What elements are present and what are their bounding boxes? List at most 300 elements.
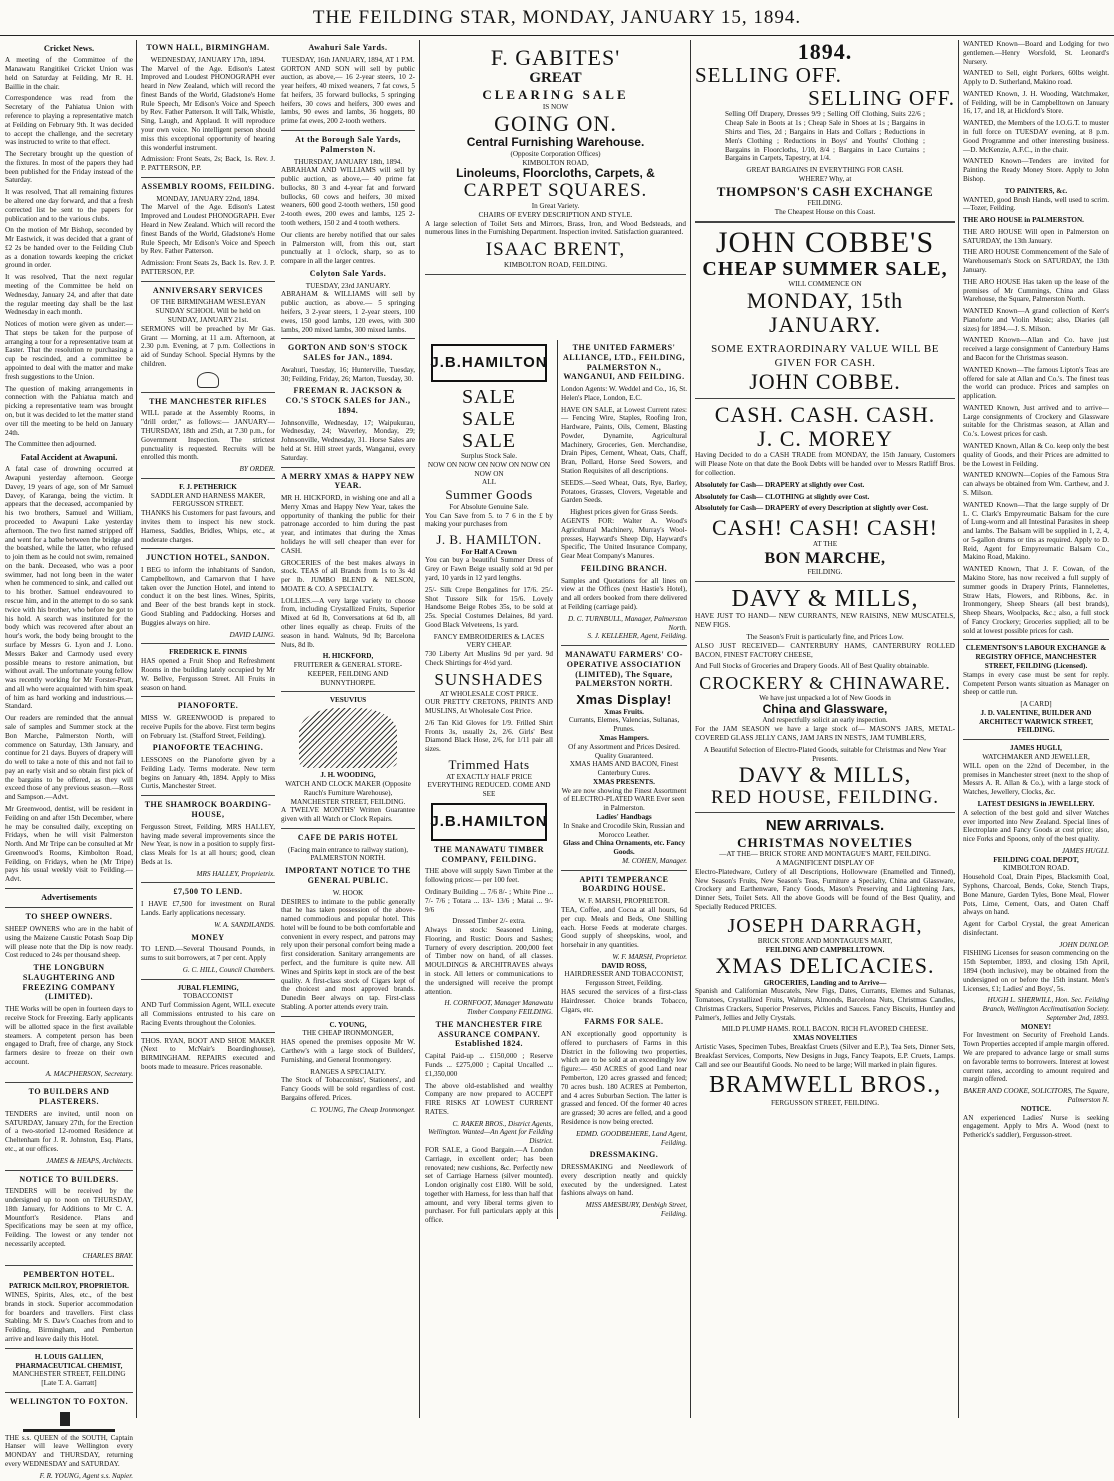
ad-text: The above old-established and wealthy Company are now prepared to ACCEPT FIRE RISKS AT LOWEST CURRENT RATES. [425,1081,553,1116]
ad-text: Agent for Carbol Crystal, the great American disinfectant. [963,920,1109,937]
china-heading: China and Glassware, [762,701,888,716]
cricket-text: The Secretary brought up the question of the fixtures. In most of the papers they had been published for the Friday instead of the Saturday. [5,150,133,185]
ad-text: THOS. RYAN, BOOT AND SHOE MAKER (Next to McNair's Boardinghouse), BIRMINGHAM. REPAIRS executed and boots made to measure. Prices reasonable. [141,1036,275,1071]
ad-text: FISHING Licenses for season commencing on the 15th September, 1893, and closing 15th April, 1894 (both inclusive), may be obtained from the undersigned on or before the 15th instant. Men's Licenses, £1; Ladies' and Boys', 5s. [963,949,1109,993]
cricket-heading: Cricket News. [43,44,95,53]
ad-text: HAVE JUST TO HAND— NEW CURRANTS, NEW RAISINS, NEW MUSCATELS, NEW FIGS. [695,612,955,630]
column-2 [138,40,418,1418]
sale-word: SALE [462,386,516,408]
ad-heading: MONEY! [1021,1022,1051,1031]
ad-signature: JAMES HUGLI. [1061,846,1109,855]
ad-signature: W. A. SANDILANDS. [214,920,275,929]
ad-address: KIMBOLTON ROAD, [522,158,589,167]
ad-text: AN experienced Ladies' Nurse is seeking engagement. Apply to Mrs A. Wood (next to Petherick's saddler), Fergusson-street. [963,1113,1109,1140]
ad-text: Awahuri, Tuesday, 16; Hunterville, Tuesday, 30; Feilding, Friday, 26; Marton, Tuesday, 30. [281,365,415,383]
volcano-engraving [299,708,397,768]
ad-note: And respectfully solicit an early inspection. [762,716,888,725]
wanted-ad: WANTED Known—That the large supply of Dr L. C. Clark's Empyreumatic Balsam for the cure of Lung-worm and all Intestinal Parasites in sheep and lambs. The Balsam will be supplied in 1, 2, 4, or 5-gallon drums or tins as required. Apply to D. Reid, Agent for Empyreumatic Balsam Co., Makino Road, Makino. [963,500,1109,562]
ad-text: I BEG to inform the inhabitants of Sandon, Campbelltown, and Carnarvon that I have taken over the Junction Hotel, and intend to conduct it on the best lines. Wines, Spirits, and Beer of the best brands kept in stock. Good Stabling and Paddocking. Horses and Buggies always on hire. [141,566,275,627]
divider [5,888,133,889]
ad-text: Absolutely for Cash— DRAPERY at slightly over Cost. [695,480,865,489]
ad-text: Stamps in every case must be sent for reply. Competent Person wants situation as Manager on sheep or cattle run. [963,670,1109,697]
ad-subheading: GROCERIES, Landing and to Arrive— [763,978,887,987]
ad-name: J. H. WOODING, [320,771,376,780]
column-rule [690,40,691,1418]
hamilton-ad [425,340,553,1228]
ad-name: JAMES HUGLI, [1010,744,1062,753]
ad-address: KIMBOLTON ROAD. [1002,864,1070,873]
ad-date: TUESDAY, 16th JANUARY, 1894, AT 1 P.M. [281,55,415,64]
engraving-caption: VESUVIUS [329,696,367,705]
ad-note: [A CARD] [1020,700,1052,709]
divider [5,907,133,908]
divider [281,467,415,468]
aro-ad: THE ARO HOUSE Will open in Palmerston on SATURDAY, the 13th January. [963,227,1109,245]
ad-text: ALSO JUST RECEIVED— CANTERBURY HAMS, CANTERBURY ROLLED BACON, FINEST FACTORY CHEESE, [695,641,955,659]
ad-subheading: Xmas Hampers. [599,734,649,742]
divider [5,1265,133,1266]
wanted-ad: WANTED Known—A grand collection of Kerr's Pianoforte and Violin Music; also, Diaries (all sizes) for 1894.—J. S. Milson. [963,307,1109,333]
ad-text: LOLLIES.—A very large variety to choose from, including Crystallized Fruits, Superior Mixed at 6d lb, Conversations at 6d lb, all other lines equally as cheap. Fruits of the season in hand. Walnuts, 9d lb; Barcelona Nuts, 8d lb. [281,596,415,649]
wanted-ad: WANTED, the Members of the I.O.G.T. to muster in full force on TUESDAY evening, at 8 p.m. Good Programme and other interesting business.—D. McKenzie, A.F.C., in the chair. [963,119,1109,154]
selling-off-1: SELLING OFF. [695,63,842,88]
ad-text: Always in stock: Seasoned Lining, Flooring, and Rustic: Doors and Sashes; Turnery of every description. 200,000 feet of Timber now on hand, of all classes. MOULDINGS & ARCHITRAVES always in stock. All letters or communications to the undersigned will receive the prompt attention. [425,926,553,996]
ad-text: TENDERS will be received by the undersigned up to noon on THURSDAY, 18th January, for Additions to Mr C. A. Mountfort's Residence. Plans and Specifications may be seen at my office, Feilding. The lowest or any tender not necessarily accepted. [5,1187,133,1249]
cricket-text: It was resolved, That all remaining fixtures be altered one day forward, and that a fresh corrected list be sent to the papers for publication and to the various clubs. [5,188,133,223]
cobbe-summer-sale: CHEAP SUMMER SALE, [702,258,948,281]
ad-trade: WATCH AND CLOCK MAKER (Opposite Rauch's Furniture Warehouse), MANCHESTER STREET, FEILDING. [285,780,411,806]
ad-signature: JOHN DUNLOP. [1059,940,1109,949]
sunshades: SUNSHADES [434,669,544,689]
ad-text: SHEEP OWNERS who are in the habit of using the Maizene Caustic Potash Soap Dip will please note that the Dip is now ready. Cost reduced to 24s per thousand sheep. [5,925,133,960]
ad-text: Johnsonville, Wednesday, 17; Waipukurau, Wednesday, 24; Waverley, Monday, 29; Johnsonville, Wednesday, 31. Horse Sales are held at St. Hill street yards, Wanganui, every Saturday. [281,418,415,462]
ad-text: Absolutely for Cash— CLOTHING at slightly over Cost. [695,492,870,501]
darragh-name: JOSEPH DARRAGH, [727,914,923,937]
ad-heading: MANAWATU FARMERS' CO-OPERATIVE ASSOCIATION (LIMITED), The Square, PALMERSTON NORTH. [565,650,683,689]
ad-heading: FEILDING BRANCH. [580,563,668,573]
ad-text: HAS secured the services of a first-class Hairdresser. Choice brands Tobacco, Cigars, etc. [561,988,687,1014]
ad-heading: PIANOFORTE. [177,701,239,711]
ad-heading: £7,500 TO LEND. [173,887,243,897]
ad-signature: BY ORDER. [239,465,275,474]
ad-signature: M. COHEN, Manager. [622,856,687,865]
divider [141,795,275,796]
divider [141,643,275,644]
ad-heading: FREEMAN R. JACKSON & CO.'S STOCK SALES for JAN., 1894. [285,386,411,415]
ad-text: We are now showing the Finest Assortment of ELECTRO-PLATED WARE Ever seen in Palmerston. [561,786,687,813]
ad-text: DRESSMAKING and Needlework of every description neatly and quickly executed by the undersigned. Latest fashions always on hand. [561,1163,687,1198]
ad-signature: D. C. TURNBULL, Manager, Palmerston North. [568,614,687,632]
ad-name: JUBAL FLEMING, [177,983,239,992]
ad-address: FEILDING AND CAMPBELLTOWN. [765,945,885,954]
surplus-label: Surplus Stock Sale. [460,452,518,460]
ad-signature: MRS HALLEY, Proprietrix. [196,869,275,878]
ad-note: ALL [482,478,496,487]
ad-name: FREDERICK E. FINNIS [169,648,247,657]
divider [141,392,275,393]
summer-goods: Summer Goods [445,487,533,503]
gabites-great: GREAT [529,70,582,87]
red-house: RED HOUSE, FEILDING. [711,786,939,808]
divider [281,828,415,829]
ad-note: For Absolute Genuine Sale. [449,502,529,511]
xmas-display: Xmas Display! [576,692,672,708]
accident-text: A fatal case of drowning occurred at Awapuni yesterday afternoon. George Davey, 19 years of age, son of Mr Samuel Davey, of Karanga, being the victim. It appears that the deceased, accompanied by his two brothers, Samuel and William, proceeded to Awapuni Lake yesterday afternoon. The two first named stripped off and went for a bathe between the bridge and the boatshed, while the latter, who refused to join them as he could not swim, remained on the bank. Deceased, who was a poor swimmer, had not long been in the water when he commenced to sink, and called out to his brother. Samuel endeavoured to rescue him, and in the attempt to do so sank twice with his brother, who before he got to his hold. A search was instituted for the body which was recovered after about an hour's work, the body being brought to the surface by Messrs G. Lyon and J. Lono. Messrs Baker and Carmody used every possible means to restore animation, but without avail. The unfortunate young fellow was recently working for Mr Forster-Pratt, and all who were acquainted with him speak of him as hard working and industrious.—Standard. [5,465,133,711]
divider [5,1170,133,1171]
ad-note: Highest prices given for Grass Seeds. [570,508,678,517]
crockery-heading: CROCKERY & CHINAWARE. [699,673,951,694]
wanted-ad: WANTED, good Brush Hands, well used to scrim.—Tozer, Feilding. [963,195,1109,213]
ad-signature: S. J. KELLEHER, Agent, Feilding. [587,632,687,641]
ad-trade: THE CHEAP IRONMONGER, [302,1029,394,1038]
ad-text: For Investment on Security of Freehold Lands. Town Properties accepted if ample margin offered. We are prepared to advance large or small sums on favorable terms to borrowers. Interest at lowest current rates, according to amount required and margin offered. [963,1031,1109,1084]
cricket-text: On the motion of Mr Bishop, seconded by Mr Eastwick, it was decided that a grant of £2 2s be handed over to the Feilding Club as a donation towards keeping the cricket ground in order. [5,226,133,270]
ad-heading: IMPORTANT NOTICE TO THE GENERAL PUBLIC. [285,866,411,885]
ad-text: MISS W. GREENWOOD is prepared to receive Pupils for the above. First term begins on February 1st. (Stafford Street, Feilding). [141,714,275,740]
ad-note: EVERYTHING REDUCED. COME AND SEE [427,781,551,799]
sale-word: SALE [462,408,516,430]
ad-name: PATRICK McILROY, PROPRIETOR. [9,1282,129,1291]
wanted-ad: WANTED Known, Allan & Co. keep only the best quality of Goods, and their Prices are admitted to be the Lowest in Feilding. [963,442,1109,468]
ad-text: OUR PRETTY CRETONS, PRINTS AND MUSLINS, At Wholesale Cost Price. [425,698,553,716]
ad-name: H. LOUIS GALLIEN, PHARMACEUTICAL CHEMIST, [15,1352,123,1370]
ad-date: WEDNESDAY, JANUARY 17th, 1894. [150,55,266,64]
crown-label: For Half A Crown [461,547,517,556]
ad-text: Capital Paid-up ... £150,000 ; Reserve Funds ... £275,000 ; Capital Uncalled ... £1,350,000 [425,1052,553,1078]
ad-text: Ordinary Building ... 7/6 8/- ; White Pine ... 7/- 7/6 ; Totara ... 13/- 13/6 ; Matai ... 9/- 9/6 [425,887,553,914]
divider [281,1016,415,1017]
ad-heading: Awahuri Sale Yards. [308,43,388,52]
wanted-ad: WANTED to Sell, eight Porkers, 60lbs weight. Apply to D. Sutherland, Makino road. [963,69,1109,87]
ad-subheading: XMAS PRESENTS. [593,777,655,786]
notes-text: Our readers are reminded that the annual sale of samples and Summer stock at the Bon Marche, Palmerston North, will commence on Saturday, 13th January, and continue for 21 days. Buyers of drapery will do well to take a note of this and not fail to pay an early visit and so obtain first pick of the bargains to be offered, as they will exceed those of any previous season.—Ross and Sampson.—Advt. [5,714,133,802]
masthead [0,0,1114,36]
ad-text: HAS opened a Fruit Shop and Refreshment Rooms in the building lately occupied by Mr W. Bellve, Fergusson Street. All Fruits in season on hand. [141,657,275,692]
year-heading: 1894. [797,39,853,64]
cricket-text: Correspondence was read from the Secretary of the Pahiatua Union with reference to playing a representative match at Feilding on February 9th. It was decided to accept the challenge, and the secretary was instructed to write to that effect. [5,94,133,147]
ad-text: THE s.s. QUEEN of the SOUTH, Captain Hanser will leave Wellington every MONDAY and THURSDAY, returning every WEDNESDAY and SATURDAY. [5,1433,133,1469]
column-rule [958,40,959,1418]
ad-note: Dressed Timber 2/- extra. [452,917,526,926]
ad-signature: C. RAKER BROS., District Agents, Wellington. Wanted—An Agent for Feilding District. [428,1119,553,1146]
wanted-ad: WANTED Known—The famous Lipton's Teas are offered for sale at Allan and Co.'s. The finest teas the world can produce. Prices and samples on application. [963,365,1109,401]
ad-text: A Beautiful Selection of Electro-Plated Goods, suitable for Christmas and New Year Presents. [703,745,947,763]
column-4 [692,40,958,1418]
ad-text: London Agents: W. Weddel and Co., 16, St. Helen's Place, London, E.C. [561,385,687,402]
ad-text: Having Decided to do a CASH TRADE from MONDAY, the 15th January, Customers will Please Note on that date the Book Debts will be handed over to Messrs Ratliff Bros. for collection. [695,451,955,477]
ad-text: WINES, Spirits, Ales, etc., of the best brands in stock. Superior accommodation for boarders and travellers. First class Stabling. Mr S. Daw's Coaches from and to Feilding, Birmingham, and Pemberton arrive and leave daily this Hotel. [5,1291,133,1344]
ad-text: You Can Save from 5. to 7 6 in the £ by making your purchases from [425,511,553,529]
cobbe-extra: SOME EXTRAORDINARY VALUE WILL BE GIVEN FOR CASH. [711,343,939,369]
ad-text: TO LEND.—Several Thousand Pounds, in sums to suit borrowers, at 7 per cent. Apply [141,945,275,963]
cobbe-date: MONDAY, 15th JANUARY. [746,288,904,338]
ad-signature: A. MACPHERSON, Secretary. [45,1069,133,1078]
selling-list: Selling Off Drapery, Dresses 9/9 ; Selling Off Clothing, Suits 22/6 ; Cheap Sale in Boots at 1s ; Cheap Sale in Shoes at 1s ; Bargains in Shirts and Ties, 2d ; Bargains in Hats and Collars ; Reductions in Men's Clothing ; Reductions in Boys' and Youths' Clothing ; Bargains in Floorcloths, 1/10, 8/4 ; Bargains in Lace Curtains ; Bargains in Carpets, Tapestry, at 1/4. [725,110,925,163]
ad-text: For the JAM SEASON we have a large stock of— MASON'S JARS, METAL-COVERED GLASS JELLY CANS, JAM JARS IN NESTS, JAM TUMBLERS, [695,725,955,743]
ad-text: Samples and Quotations for all lines on view at the Offices (next Hastie's Hotel), and all orders booked from there delivered at Feilding (carriage paid). [561,576,687,611]
hamilton-name: J. B. HAMILTON. [436,532,542,548]
ad-signature: H. CORNFOOT, Manager Manawatu Timber Company FEILDING. [444,999,553,1017]
lino-heading: Linoleums, Floorcloths, Carpets, & [456,166,655,181]
ad-heading: CLEMENTSON'S LABOUR EXCHANGE & REGISTRY OFFICE, MANCHESTER STREET, FEILDING (Licensed). [965,644,1107,670]
ad-text: DESIRES to intimate to the public generally that he has taken possession of the above-named commodious and popular hotel. This hotel will be found to be both comfortable and convenient in every respect, and patrons may rely upon their personal comfort being made a first consideration. Sanitary arrangements are perfect, and the furniture is quite new. All Wines and Spirits kept in stock are of the best quality. A first-class stock of Cigars kept of the choicest and most approved brands. Dunedin Beer always on tap. First-class Stabling. A porter attends every train. [281,897,415,1011]
ad-text: 2/6 Tan Kid Gloves for 1/9. Frilled Shirt Fronts 3s, usually 2s, 2/6. Girls' Best Diamond Black Hose, 2/6, for 1/11 pair all sizes. [425,718,553,754]
divider [141,979,275,980]
ad-signature: BAKER AND COOKE, SOLICITORS, The Square, Palmerston N. [963,1087,1109,1104]
ad-heading: ANNIVERSARY SERVICES [152,285,264,295]
ad-name: W. F. MARSH, PROPRIETOR. [578,897,670,906]
divider [695,581,955,582]
ad-trade: HAIRDRESSER AND TOBACCONIST, Fergusson Street, Feilding. [564,970,684,988]
ad-heading: JUNCTION HOTEL, SANDON. [146,553,270,563]
ad-heading: TO SHEEP OWNERS. [25,912,113,922]
cricket-text: It was resolved, That the next regular meeting of the Committee be held on Wednesday, January 24, and after that date the regular meeting day shall be the last Wednesday in each month. [5,273,133,317]
divider [141,281,275,282]
ad-text: ABRAHAM & WILLIAMS will sell by public auction, as above.— 5 springing heifers, 3 2-year steers, 1 2-year steers, 100 ewes, 150 good lambs, 120 ewes, with 300 lambs, 200 mixed lambs, 300 mixed lambs. [281,290,415,334]
ad-heading: THE MANAWATU TIMBER COMPANY, FEILDING. [433,844,545,864]
ad-text: You can buy a beautiful Summer Dress of Grey or Fawn Beige usually sold at 9d per yard, 10 yards in 12 yard lengths. [425,556,553,582]
ad-heading: APITI TEMPERANCE BOARDING HOUSE. [579,874,669,894]
ad-text: FOR SALE, a Good Bargain.—A London Carriage, in excellent order; has been renovated; new cushions, &c. Perfectly new set of Carriage Harness (silver mounted). London originally cost £180. Will be sold, together with Harness, for less than half that amount, and very liberal terms given to purchaser. For full particulars apply at this office. [425,1145,553,1225]
cash-heading: CASH. CASH. CASH. [714,402,936,427]
column-1 [2,40,136,1480]
ad-note: In Great Variety. [531,202,580,211]
davy-name: DAVY & MILLS, [731,586,919,612]
ad-text: LESSONS on the Pianoforte given by a Feilding Lady. Terms moderate. New term begins on January 4th, 1894. Apply to Miss Curtis, Manchester Street. [141,756,275,791]
ad-text: WILL open on the 22nd of December, in the premises in Manchester street (next to the shop of Messrs A. R. Allan & Co.), with a large stock of Watches, Jewellery, Clocks, &c. [963,761,1109,797]
ad-heading: NOTICE. [1020,1104,1052,1113]
hamilton-logo: J.B.HAMILTON [431,344,547,382]
ad-heading: TO BUILDERS AND PLASTERERS. [28,1087,110,1107]
ad-text: OF THE BIRMINGHAM WESLEYAN SUNDAY SCHOOL Will be held on SUNDAY, JANUARY 21st. [150,298,266,324]
gabites-clearing: CLEARING SALE [482,87,629,103]
ad-note: AT WHOLESALE COST PRICE. [439,689,539,698]
ad-trade: WATCHMAKER AND JEWELLER, [982,753,1090,762]
ad-text: Spanish and Californian Muscatels, New Figs, Dates, Currants, Elemes and Sultanas, Tomatoes, Crystallized Fruits, Walnuts, Almonds, Barcelona Nuts, Christmas Candles, Christmas Crackers, Superior Preserves, Pickles and Sauces. Fancy Biscuits, Huntley and Palmer's, Jellies and Jelly Crystals. [695,987,955,1022]
ad-trade: TOBACCONIST [182,992,234,1001]
accident-heading: Fatal Accident at Awapuni. [20,453,118,463]
ad-heading: THE MANCHESTER RIFLES [149,396,267,406]
ad-text: Fergusson Street, Feilding. MRS HALLEY, having made several improvements since the New Year, is now in a position to supply first-class Meals for 1s at all hours; good, clean Beds at 1s. [141,822,275,866]
ad-text: THE above will supply Sawn Timber at the following prices:— per 100 feet. [425,867,553,885]
ad-name: C. YOUNG, [329,1020,367,1029]
ad-heading: THE UNITED FARMERS' ALLIANCE, LTD., FEILDING, PALMERSTON N., WANGANUI, AND FEILDING. [562,343,685,382]
new-arrivals: NEW ARRIVALS. [765,817,885,835]
ad-signature: CHARLES BRAY. [82,1251,133,1260]
nowon-label: NOW ON NOW ON NOW ON NOW ON NOW ON [427,460,551,478]
ad-address: FEILDING. [807,568,843,577]
central-heading: Central Furnishing Warehouse. [466,135,645,149]
ad-trade: SADDLER AND HARNESS MAKER, FERGUSSON STREET. [150,491,266,509]
ad-heading: THE SHAMROCK BOARDING-HOUSE, [144,800,272,819]
ad-heading: TOWN HALL, BIRMINGHAM. [146,43,270,52]
ad-name: W. HOOK [332,888,364,897]
hamilton-logo: J.B.HAMILTON [431,803,547,841]
ad-heading: DRESSMAKING. [589,1150,659,1160]
ad-heading: CAFE DE PARIS HOTEL [297,832,399,842]
steamer-illustration [23,1410,115,1432]
divider [695,812,955,813]
aro-ad: THE ARO HOUSE Has taken up the lease of the premises of Mr Cummings, China and Glass Warehouse, the Square, Palmerston North. [963,277,1109,304]
ad-text: SEEDS.—Seed Wheat, Oats, Rye, Barley, Potatoes, Grasses, Clovers, Vegetable and Garden Seeds. [561,478,687,505]
ad-note: AT THE [812,540,838,549]
ad-address: FERGUSSON STREET, FEILDING. [770,1098,880,1107]
masthead-title: THE FEILDING STAR, MONDAY, JANUARY 15, 1894. [312,7,802,28]
wanted-ad: WANTED Known—Allan and Co. have just received a large consignment of Canterbury Hams and Bacon for the Christmas season. [963,336,1109,362]
notes-text: Mr Greenwood, dentist, will be resident in Feilding on and after 15th December, where he may be consulted daily, excepting on Fridays, when he will visit Palmerston North. And Mr Tripe can be consulted at Mr Greenwood's Rooms, Kimbolton Road, Feilding, on Fridays, when he (Mr Tripe) pays his usual weekly visit to Feilding.—Advt. [5,805,133,884]
cricket-text: The Committee then adjourned. [5,440,97,449]
ad-text: In Snake and Crocodile Skin, Russian and Morocco Leather. [563,821,685,839]
ad-text: GROCERIES of the best makes always in stock. TEAS of all Brands from 1s to 3s 4d per lb. JUMBO BLEND & NELSON, MOATE & CO. A SPECIALTY. [281,558,415,593]
trimmed-hats: Trimmed Hats [448,756,530,772]
ad-heading: PEMBERTON HOTEL. [23,1269,115,1279]
ad-text: ABRAHAM AND WILLIAMS will sell by public auction, as above,— 40 prime fat bullocks, 80 3 and 4-year fat and forward bullocks, 60 cows and heifers, 30 mixed weaners, 600 good 2-tooth wethers, 150 good 2-tooth ewes, 200 ewes and lambs, 125 2-tooth wethers, 150 2 and 4 tooth wethers. [281,166,415,227]
column-3 [422,40,689,1418]
ad-note: CHAIRS OF EVERY DESCRIPTION AND STYLE. [478,210,633,219]
ad-note: [Late T. A. Garratt] [41,1379,97,1388]
squares-heading: CARPET SQUARES. [463,180,648,202]
ad-subheading: Xmas Fruits. [604,707,644,716]
divider [695,398,955,399]
xmas-delicacies: XMAS DELICACIES. [715,953,935,979]
ad-text: A selection of the best gold and silver Watches ever imported into New Zealand. Special lines of Electroplate and Fancy Goods at cost price; also, nice Forks and Spoons, only of the best quality. [963,808,1109,844]
ad-heading: THE LONGBURN SLAUGHTERING AND FREEZING COMPANY (LIMITED). [22,963,116,1002]
ad-signature: W. F. MARSH, Proprietor. [612,952,687,961]
divider [281,130,415,131]
ad-address: BRICK STORE AND MONTAGUE'S MART, [757,936,893,945]
ad-heading: TO PAINTERS, &c. [1004,186,1068,195]
ad-text: Electro-Platedware, Cutlery of all Descriptions, Hollowware (Enamelled and Tinned), New Season's Fruits, New Season's Teas, Furniture a Specialty, China and Glassware, Crockery and Earthenware, Fancy Goods, Mason's Preserving and Lightening Jars, Dinner Sets, Toilet Sets. All the above Goods will be found of the Best Quality, and Specially Reduced PRICES. [695,867,955,911]
column-2a [138,40,278,1075]
ad-text: HAS opened the premises opposite Mr W. Carthew's with a large stock of Builders', Furnishing, and General Ironmongery. [281,1038,415,1064]
ad-text: Glass and China Ornaments, etc. Fancy Goods. [563,839,685,857]
column-rule [419,40,420,1418]
ad-signature: DAVID LAING. [229,630,275,639]
davy-name-2: DAVY & MILLS, [738,762,912,788]
ad-signature: HUGH L. SHERWILL, Hon. Sec. Feilding Branch, Wellington Acclimatisation Society. September 2nd, 1893. [982,996,1109,1022]
divider [281,338,415,339]
ad-text: The Marvel of the Age. Edison's Latest Improved and Loudest PHONOGRAPH ever heard in New Zealand, which will record the finest Bands of the World, Gladstone's Home Rule Speech, Mr Edison's Voice and Speech by Rev. Father Patterson. It will Talk, Whistle, Sing, Laugh, and Applaud. It will reproduce your own voice. No intelligent person should miss this exceptional opportunity of hearing this wonderful instrument. [141,64,275,152]
ad-text: And Full Stocks of Groceries and Drapery Goods. All of Best Quality obtainable. [695,662,929,671]
divider [141,1032,275,1033]
aro-ad: THE ARO HOUSE Commencement of the Sale of Warehouseman's Stock on SATURDAY, the 13th January. [963,248,1109,274]
ad-heading: THE MANCHESTER FIRE ASSURANCE COMPANY. Established 1824. [435,1019,543,1049]
ad-note: WILL COMMENCE ON [788,280,862,289]
brent-name: ISAAC BRENT, [485,239,626,261]
ad-note: FANCY EMBROIDERIES & LACES VERY CHEAP. [433,632,545,650]
ad-text: AGENTS FOR: Walter A. Wood's Agricultural Machinery, Murray's Wool-presses, Hayward's Sheep Dip, Hayward's Specific, The United Insurance Company, Gear Meat Company's Manures. [561,516,687,561]
ad-signature: F. R. YOUNG, Agent s.s. Napier. [39,1471,133,1480]
bonmarche-name: BON MARCHE, [764,550,886,568]
ad-text: AND Turf Commission Agent, WILL execute all Commissions entrusted to his care on Racing Events throughout the Colonies. [141,1001,275,1027]
ad-note: —AT THE— BRICK STORE AND MONTAGUE'S MART, FEILDING. [719,850,931,859]
ad-note: GREAT BARGAINS IN EVERYTHING FOR CASH. [746,166,904,175]
ad-signature: G. C. HILL, Council Chambers. [182,965,275,974]
divider [141,177,275,178]
column-3b [557,340,687,1219]
cricket-text: The question of making arrangements in connection with the Pahiatua match and picking a representative team was brought on, but it was decided to let the matter stand over till the meeting to be held on January 24th. [5,384,133,437]
divider [141,882,275,883]
cricket-text: Notices of motion were given as under:—That steps be taken for the purpose of arranging a tour for a representative team at Easter. That the resolution re purchasing a cup be rescinded, and a committee be appointed to deal with the matter and make fresh suggestions to the Union. [5,320,133,381]
ad-heading: MONEY [191,932,225,942]
ad-note: A MAGNIFICENT DISPLAY OF [775,859,875,868]
ad-text: GORTON AND SON will sell by public auction, as above,— 16 2-year steers, 10 2-year heifers, 40 mixed weaners, 7 fat cows, 5 fat heifers, 35 forward bullocks, 5 springing heifers, 30 cows and heifers, 300 ewes and lambs, 90 ewes and lambs, 36 hoggets, 80 prime fat ewes, 200 2-tooth wethers. [281,64,415,126]
ad-heading: WELLINGTON TO FOXTON. [9,1396,129,1406]
wanted-ad: WANTED Known, Just arrived and to arrive—Large consignments of Crockery and Glassware suitable for the Christmas season, at Allan and Co.'s. Lowest prices for cash. [963,403,1109,439]
ad-text: Household Coal, Drain Pipes, Blacksmith Coal, Syphons, Charcoal, Bends, Coke, Stench Traps, Bone Manure, Garden Tyles, Bone Meal, Flower Pots, Lime, Cement, Oats, and Oaten Chaff always on hand. [963,873,1109,917]
morey-name: J. C. MOREY [757,426,893,452]
ad-subheading: XMAS NOVELTIES [792,1034,858,1043]
thompson-name: THOMPSON'S CASH EXCHANGE [716,183,934,199]
ad-text: The Stock of Tobacconists', Stationers', and Fancy Goods will be sold regardless of cost. Bargains offered. Prices. [281,1076,415,1102]
ad-text: Our clients are hereby notified that our sales in Palmerston will, from this out, start punctually at 1 o'clock, sharp, so as to compare in all the larger centres. [281,230,415,266]
wanted-ad: WANTED Known, That J. F. Cowan, of the Makino Store, has now received a full supply of summer goods in Drapery Prints, Flannelettes, Straw Hats, Flowers, and Ribbons, &c. in Ironmongery, Sheep Shears (all best brands), Sheep Shears, Woolpacks, &c.; also, a full stock of Fancy Crockery; Groceries supplied; all to be sold at lowest possible prices for cash. [963,565,1109,635]
ad-note: WHERE? Why, at [798,174,852,183]
ad-signature: MISS AMESBURY, Denbigh Street, Feilding. [585,1201,687,1218]
aro-ad: THE ARO HOUSE in PALMERSTON. [963,216,1084,225]
divider [695,221,955,223]
advertisements-heading: Advertisements [41,893,97,903]
ad-name: DAVID ROSS, [601,961,647,970]
ad-trade: FRUITERER & GENERAL STORE-KEEPER, FEILDING AND BUNNYTHORPE. [293,661,403,687]
ad-text: Absolutely for Cash— DRAPERY of every Description at slightly over Cost. [695,504,928,513]
ad-text: MR H. HICKFORD, in wishing one and all a Merry Xmas and Happy New Year, takes the opportunity of thanking the public for their patronage accorded to him during the past year, and intimates that during the Xmas holidays he will sell cheaper than ever for CASH. [281,494,415,555]
ad-text: Admission: Front Seats, 2s; Back, 1s. Rev. J. P. PATTERSON, P.P. [141,155,275,173]
divider [5,1082,133,1083]
ad-heading: Colyton Sale Yards. [309,268,387,278]
ad-heading: At the Borough Sale Yards, Palmerston N. [295,135,401,154]
ad-text: SERMONS will be preached by Mr Gas. Grant — Morning, at 11 a.m. Afternoon, at 2.30 p.m. Evening, at 7 p.m. Collections in aid of Sunday School. Special Hymns by the children. [141,324,275,368]
ad-text: Artistic Vases, Specimen Tubes, Breakfast Cruets (Silver and E.P.), Tea Sets, Dinner Sets, Breakfast Services, Comports, New Designs in Jugs, Fancy Teapots, E.P. Cruets, Lamps. Call and see our Beautiful Goods. No need to be large; Will marked in plain figures. [695,1042,955,1069]
christmas-novelties: CHRISTMAS NOVELTIES [737,834,913,850]
ad-date: THURSDAY, JANUARY 18th, 1894. [293,157,403,166]
ad-text: Currants, Elemes, Valencias, Sultanas, Prunes. [568,716,680,734]
divider [425,274,686,275]
ad-note: AT EXACTLY HALF PRICE [446,772,532,781]
ad-note: MILD PLUMP HAMS. ROLL BACON. RICH FLAVORED CHEESE. [721,1025,929,1034]
cricket-text: A meeting of the Committee of the Manawatu Rangitikei Cricket Union was held on Saturday at Feilding, Mr R. H. Baillie in the chair. [5,56,133,91]
ad-address: MANCHESTER STREET, FEILDING [12,1370,126,1379]
ad-text: Admission: Front Seats 2s, Back 1s. Rev. J. P. PATTERSON, P.P. [141,259,275,276]
gabites-isnow: IS NOW [542,103,569,112]
ad-note: The Cheapest House on this Coast. [774,208,876,216]
divider [561,870,687,871]
ad-name: J. D. VALENTINE, BUILDER AND ARCHITECT WARWICK STREET, FEILDING. [979,708,1093,735]
divider [141,696,275,697]
column-rule [136,40,137,1418]
ad-date: TUESDAY, 23rd JANUARY. [305,281,391,290]
ad-signature: JAMES & HEAPS, Architects. [46,1156,133,1165]
crest-icon [197,372,219,388]
ad-text: THANKS his Customers for past favours, and invites them to inspect his new stock. Harness, Saddles, Bridles, Whips, etc., at moderate charges. [141,509,275,544]
ad-heading: FEILDING COAL DEPOT, [993,855,1079,864]
divider [561,645,687,646]
wanted-ad: WANTED Known—Tenders are invited for Painting the Ready Money Store. Apply to John Bishop. [963,157,1109,183]
ad-date: MONDAY, JANUARY 22nd, 1894. [156,194,260,203]
gabites-title: F. GABITES' [490,45,621,70]
divider [281,691,415,692]
ad-name: F. J. PETHERICK [179,482,237,491]
ad-heading: A MERRY XMAS & HAPPY NEW YEAR. [281,471,415,491]
ad-text: AN exceptionally good opportunity is offered to purchasers of Farms in this District in the following two properties, which are to be sold at an exceedingly low figure:— 450 ACRES of good Land near Pemberton, 120 acres grassed and fenced; 70 acres bush. 180 ACRES at Pemberton, and 4 acres Suburban Section. The latter is grassed and fenced. Of the former 40 acres are grassed; 30 acres are felled, and a good Residence is now being erected. [561,1030,687,1126]
divider [141,548,275,549]
ad-note: (Opposite Corporation Offices) [510,149,601,158]
gabites-goingon: GOING ON. [494,110,617,136]
ad-text: 25/- Silk Crepe Bengalines for 17/6. 25/- Shot Tussore Silk for 15/6. Lovely Handsome Beige Robes 35s, to be sold at 25s. Special Costumes Delaines, 8d yard. Good Black Velveteens, 1s yard. [425,585,553,629]
ad-address: KIMBOLTON ROAD, FEILDING. [503,261,608,270]
wanted-ad: WANTED KNOWN—Copies of the Famous Stra can always be obtained from Wm. Carthew, and J. S. Milson. [963,471,1109,497]
ad-text: XMAS HAMS AND BACON, Finest Canterbury Cures. [569,760,679,778]
